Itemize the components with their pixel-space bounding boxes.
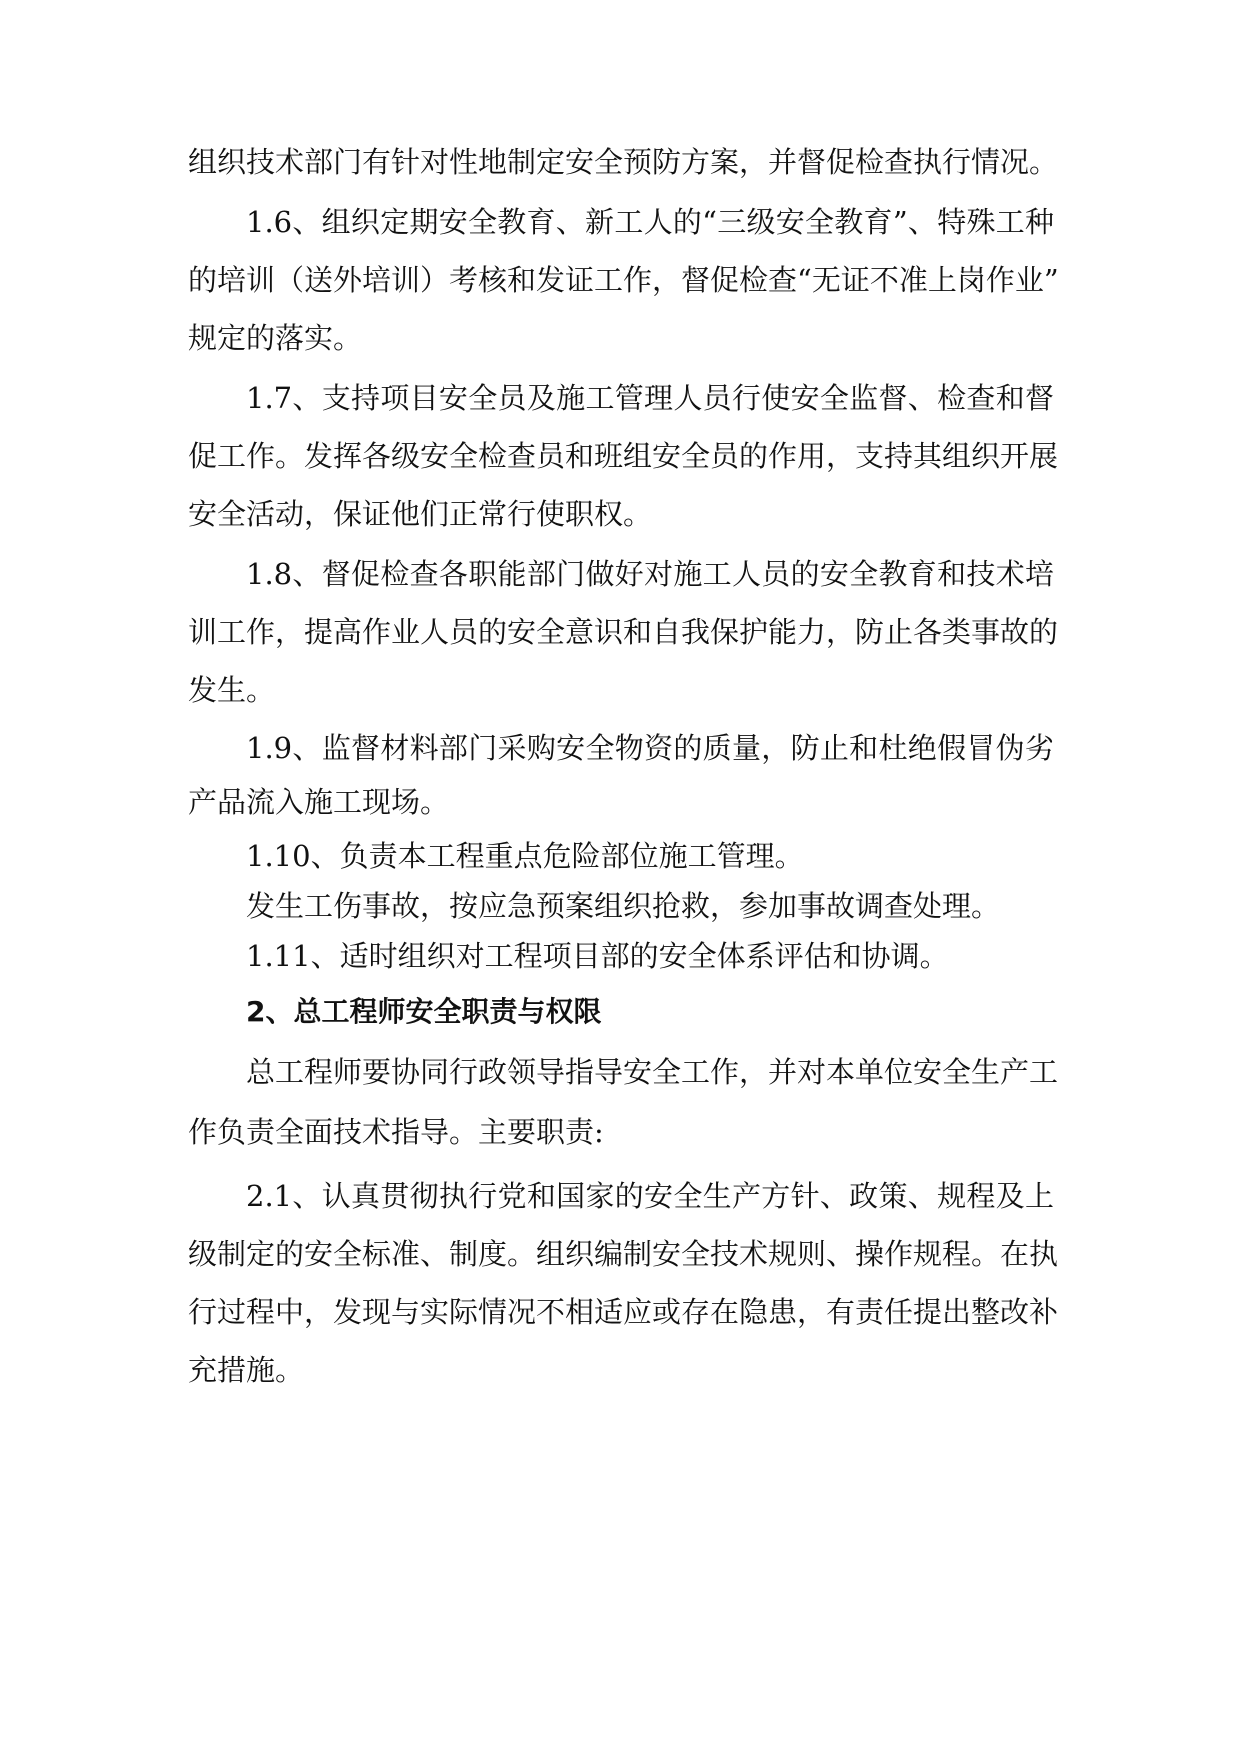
text-line: 总工程师要协同行政领导指导安全工作，并对本单位安全生产工 (246, 1055, 1059, 1089)
text-line: 发生工伤事故，按应急预案组织抢救，参加事故调查处理。 (246, 889, 1001, 923)
text-line: 组织技术部门有针对性地制定安全预防方案，并督促检查执行情况。 (188, 145, 1059, 179)
text-line: 充措施。 (188, 1353, 305, 1387)
text-line: 的培训（送外培训）考核和发证工作，督促检查“无证不准上岗作业” (188, 263, 1059, 297)
text-line: 1.10、负责本工程重点危险部位施工管理。 (246, 839, 804, 873)
text-line: 规定的落实。 (188, 321, 363, 355)
text-line: 促工作。发挥各级安全检查员和班组安全员的作用，支持其组织开展 (188, 439, 1059, 473)
text-line: 行过程中，发现与实际情况不相适应或存在隐患，有责任提出整改补 (188, 1295, 1059, 1329)
text-line: 发生。 (188, 673, 276, 707)
text-line: 训工作，提高作业人员的安全意识和自我保护能力，防止各类事故的 (188, 615, 1059, 649)
text-line: 1.11、适时组织对工程项目部的安全体系评估和协调。 (246, 939, 949, 973)
section-heading: 2、总工程师安全职责与权限 (246, 995, 602, 1028)
text-line: 产品流入施工现场。 (188, 785, 450, 819)
text-line: 安全活动，保证他们正常行使职权。 (188, 497, 653, 531)
text-line: 1.7、支持项目安全员及施工管理人员行使安全监督、检查和督 (246, 381, 1054, 415)
text-line: 作负责全面技术指导。主要职责: (188, 1115, 604, 1149)
text-line: 级制定的安全标准、制度。组织编制安全技术规则、操作规程。在执 (188, 1237, 1059, 1271)
text-line: 1.9、监督材料部门采购安全物资的质量，防止和杜绝假冒伪劣 (246, 731, 1054, 765)
text-line: 1.8、督促检查各职能部门做好对施工人员的安全教育和技术培 (246, 557, 1054, 591)
text-line: 2.1、认真贯彻执行党和国家的安全生产方针、政策、规程及上 (246, 1179, 1054, 1213)
text-line: 1.6、组织定期安全教育、新工人的“三级安全教育”、特殊工种 (246, 205, 1054, 239)
